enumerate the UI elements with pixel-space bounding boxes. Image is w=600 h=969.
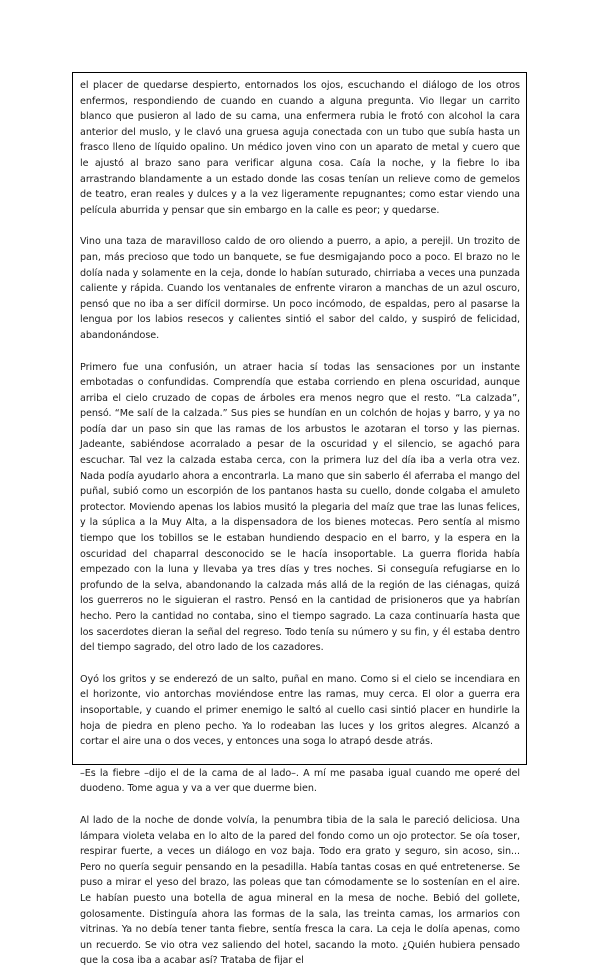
paragraph-5: –Es la fiebre –dijo el de la cama de al lado–. A mí me pasaba igual cuando me operé del duodeno. Tome agua y va a ver que duerme bien.	[80, 767, 520, 795]
paragraph-1: el placer de quedarse despierto, entornados los ojos, escuchando el diálogo de los otros enfermos, respondiendo de cuando en cuando a alguna pregunta. Vio llegar un carrito blanco que pusieron al lado de su cama, una enfermera rubia le frotó con alcohol la cara anterior del muslo, y le clavó una gruesa aguja conectada con un tubo que subía hasta un frasco lleno de líquido opalino. Un médico joven vino con un aparato de metal y cuero que le ajustó al brazo sano para verificar alguna cosa. Caía la noche, y la fiebre lo iba arrastrando blandamente a un estado donde las cosas tenían un relieve como de gemelos de teatro, eran reales y dulces y a la vez ligeramente repugnantes; como estar viendo una película aburrida y pensar que sin embargo en la calle es peor; y quedarse.	[80, 80, 520, 216]
paragraph-6: Al lado de la noche de donde volvía, la penumbra tibia de la sala le pareció deliciosa. Una lámpara violeta velaba en lo alto de la pared del fondo como un ojo protector. Se oía toser, respirar fuerte, a veces un diálogo en voz baja. Todo era grato y seguro, sin acoso, sin... Pero no quería seguir pensando en la pesadilla. Había tantas cosas en qué entretenerse. Se puso a mirar el yeso del brazo, las poleas que tan cómodamente se lo sostenían en el aire. Le habían puesto una botella de agua mineral en la mesa de noche. Bebió del gollete, golosamente. Distinguía ahora las formas de la sala, las treinta camas, los armarios con vitrinas. Ya no debía tener tanta fiebre, sentía fresca la cara. La ceja le dolía apenas, como un recuerdo. Se vio otra vez saliendo del hotel, sacando la moto. ¿Quién hubiera pensado que la cosa iba a acabar así? Trataba de fijar el	[80, 814, 520, 967]
paragraph-3: Primero fue una confusión, un atraer hacia sí todas las sensaciones por un instante embotadas o confundidas. Comprendía que estaba corriendo en plena oscuridad, aunque arriba el cielo cruzado de copas de árboles era menos negro que el resto. “La calzada”, pensó. “Me salí de la calzada.” Sus pies se hundían en un colchón de hojas y barro, y ya no podía dar un paso sin que las ramas de los arbustos le azotaran el torso y las piernas. Jadeante, sabiéndose acorralado a pesar de la oscuridad y el silencio, se agachó para escuchar. Tal vez la calzada estaba cerca, con la primera luz del día iba a verla otra vez. Nada podía ayudarlo ahora a encontrarla. La mano que sin saberlo él aferraba el mango del puñal, subió como un escorpión de los pantanos hasta su cuello, donde colgaba el amuleto protector. Moviendo apenas los labios musitó la plegaria del maíz que trae las lunas felices, y la súplica a la Muy Alta, a la dispensadora de los bienes motecas. Pero sentía al mismo tiempo que los tobillos se le estaban hundiendo despacio en el barro, y la espera en la oscuridad del chaparral desconocido se le hacía insoportable. La guerra florida había empezado con la luna y llevaba ya tres días y tres noches. Si conseguía refugiarse en lo profundo de la selva, abandonando la calzada más allá de la región de las ciénagas, quizá los guerreros no le siguieran el rastro. Pensó en la cantidad de prisioneros que ya habrían hecho. Pero la cantidad no contaba, sino el tiempo sagrado. La caza continuaría hasta que los sacerdotes dieran la señal del regreso. Todo tenía su número y su fin, y él estaba dentro del tiempo sagrado, del otro lado de los cazadores.	[80, 361, 520, 654]
paragraph-2: Vino una taza de maravilloso caldo de oro oliendo a puerro, a apio, a perejil. Un trozito de pan, más precioso que todo un banquete, se fue desmigajando poco a poco. El brazo no le dolía nada y solamente en la ceja, donde lo habían suturado, chirriaba a veces una punzada caliente y rápida. Cuando los ventanales de enfrente viraron a manchas de un azul oscuro, pensó que no iba a ser difícil dormirse. Un poco incómodo, de espaldas, pero al pasarse la lengua por los labios resecos y calientes sintió el sabor del caldo, y suspiró de felicidad, abandonándose.	[80, 236, 520, 341]
page-text-frame	[72, 72, 527, 967]
paragraph-4: Oyó los gritos y se enderezó de un salto, puñal en mano. Como si el cielo se incendiara en el horizonte, vio antorchas moviéndose entre las ramas, muy cerca. El olor a guerra era insoportable, y cuando el primer enemigo le saltó al cuello casi sintió placer en hundirle la hoja de piedra en pleno pecho. Ya lo rodeaban las luces y los gritos alegres. Alcanzó a cortar el aire una o dos veces, y entonces una soga lo atrapó desde atrás.	[80, 673, 520, 748]
